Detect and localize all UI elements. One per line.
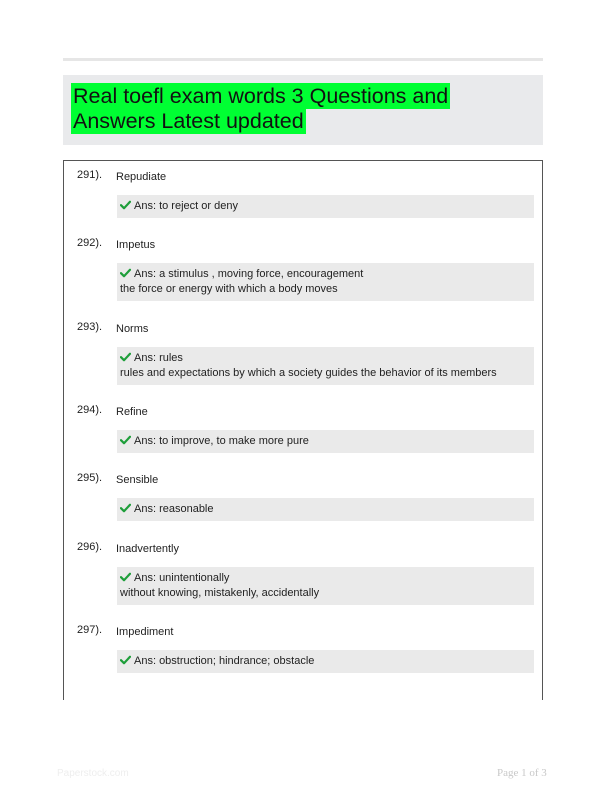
answer-box: [117, 195, 534, 218]
answer-box: [117, 347, 534, 385]
question-term: Refine: [116, 406, 148, 418]
question-number: 294).: [77, 404, 103, 416]
question-number: 295).: [77, 472, 103, 484]
checkmark-icon: [120, 503, 131, 513]
question-term: Sensible: [116, 474, 159, 486]
answer-text: Ans: obstruction; hindrance; obstacle: [134, 655, 315, 667]
checkmark-icon: [120, 655, 131, 665]
top-divider: [63, 58, 543, 61]
question-number: 297).: [77, 624, 103, 636]
question-term: Inadvertently: [116, 543, 179, 555]
answer-text: Ans: to improve, to make more pure: [134, 435, 309, 447]
question-number: 293).: [77, 321, 103, 333]
answer-text: Ans: reasonable: [134, 503, 214, 515]
answer-box: [117, 430, 534, 453]
question-term: Repudiate: [116, 171, 167, 183]
answer-detail: without knowing, mistakenly, accidentally: [120, 587, 320, 599]
answer-text: Ans: rules: [134, 352, 183, 364]
question-number: 292).: [77, 237, 103, 249]
checkmark-icon: [120, 352, 131, 362]
answer-detail: rules and expectations by which a society guides the behavior of its members: [120, 367, 497, 379]
footer-watermark: Paperstock.com: [57, 768, 129, 779]
question-term: Impetus: [116, 239, 156, 251]
document-header: [63, 75, 543, 145]
answer-box: [117, 263, 534, 301]
checkmark-icon: [120, 435, 131, 445]
checkmark-icon: [120, 200, 131, 210]
question-term: Norms: [116, 323, 149, 335]
question-number: 291).: [77, 169, 103, 181]
answer-text: Ans: to reject or deny: [134, 200, 238, 212]
answer-detail: the force or energy with which a body moves: [120, 283, 338, 295]
question-number: 296).: [77, 541, 103, 553]
checkmark-icon: [120, 268, 131, 278]
qa-list: [63, 160, 543, 700]
document-title: Real toefl exam words 3 Questions and Answers Latest updated: [73, 84, 449, 133]
answer-box: [117, 498, 534, 521]
page-indicator: Page 1 of 3: [497, 767, 547, 779]
answer-text: Ans: a stimulus , moving force, encouragement: [134, 268, 364, 280]
answer-box: [117, 650, 534, 673]
question-term: Impediment: [116, 626, 174, 638]
answer-box: [117, 567, 534, 605]
checkmark-icon: [120, 572, 131, 582]
answer-text: Ans: unintentionally: [134, 572, 230, 584]
